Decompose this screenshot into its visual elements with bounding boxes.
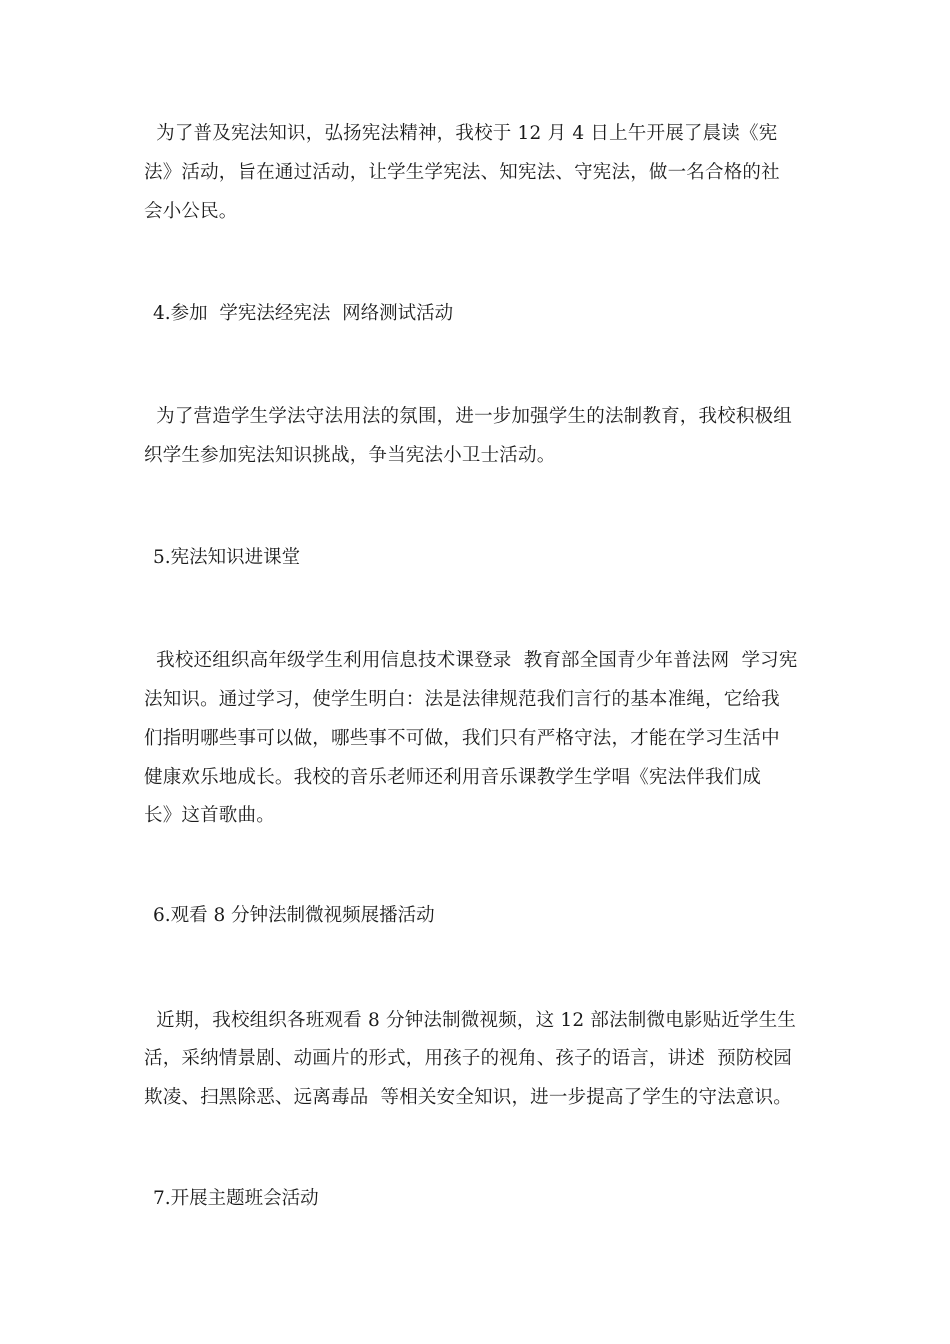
section-heading-7: 7.开展主题班会活动 (153, 1188, 319, 1209)
section-heading-5: 5.宪法知识进课堂 (153, 547, 301, 568)
paragraph-line: 活，采纳情景剧、动画片的形式，用孩子的视角、孩子的语言，讲述 预防校园 (144, 1048, 792, 1069)
paragraph-line: 长》这首歌曲。 (144, 805, 275, 826)
paragraph-line: 为了营造学生学法守法用法的氛围，进一步加强学生的法制教育，我校积极组 (144, 406, 792, 427)
section-heading-4: 4.参加 学宪法经宪法 网络测试活动 (153, 303, 454, 324)
paragraph-line: 欺凌、扫黑除恶、远离毒品 等相关安全知识，进一步提高了学生的守法意识。 (144, 1087, 792, 1108)
paragraph-line: 织学生参加宪法知识挑战，争当宪法小卫士活动。 (144, 445, 556, 466)
paragraph-line: 为了普及宪法知识，弘扬宪法精神，我校于 12 月 4 日上午开展了晨读《宪 (144, 123, 778, 144)
paragraph-line: 法》活动，旨在通过活动，让学生学宪法、知宪法、守宪法，做一名合格的社 (144, 162, 780, 183)
paragraph-line: 会小公民。 (144, 201, 238, 222)
section-heading-6: 6.观看 8 分钟法制微视频展播活动 (153, 905, 435, 926)
paragraph-line: 们指明哪些事可以做，哪些事不可做，我们只有严格守法，才能在学习生活中 (144, 728, 780, 749)
paragraph-line: 法知识。通过学习，使学生明白：法是法律规范我们言行的基本准绳，它给我 (144, 689, 780, 710)
paragraph-line: 健康欢乐地成长。我校的音乐老师还利用音乐课教学生学唱《宪法伴我们成 (144, 767, 762, 788)
paragraph-line: 我校还组织高年级学生利用信息技术课登录 教育部全国青少年普法网 学习宪 (144, 650, 798, 671)
paragraph-line: 近期，我校组织各班观看 8 分钟法制微视频，这 12 部法制微电影贴近学生生 (144, 1010, 797, 1031)
